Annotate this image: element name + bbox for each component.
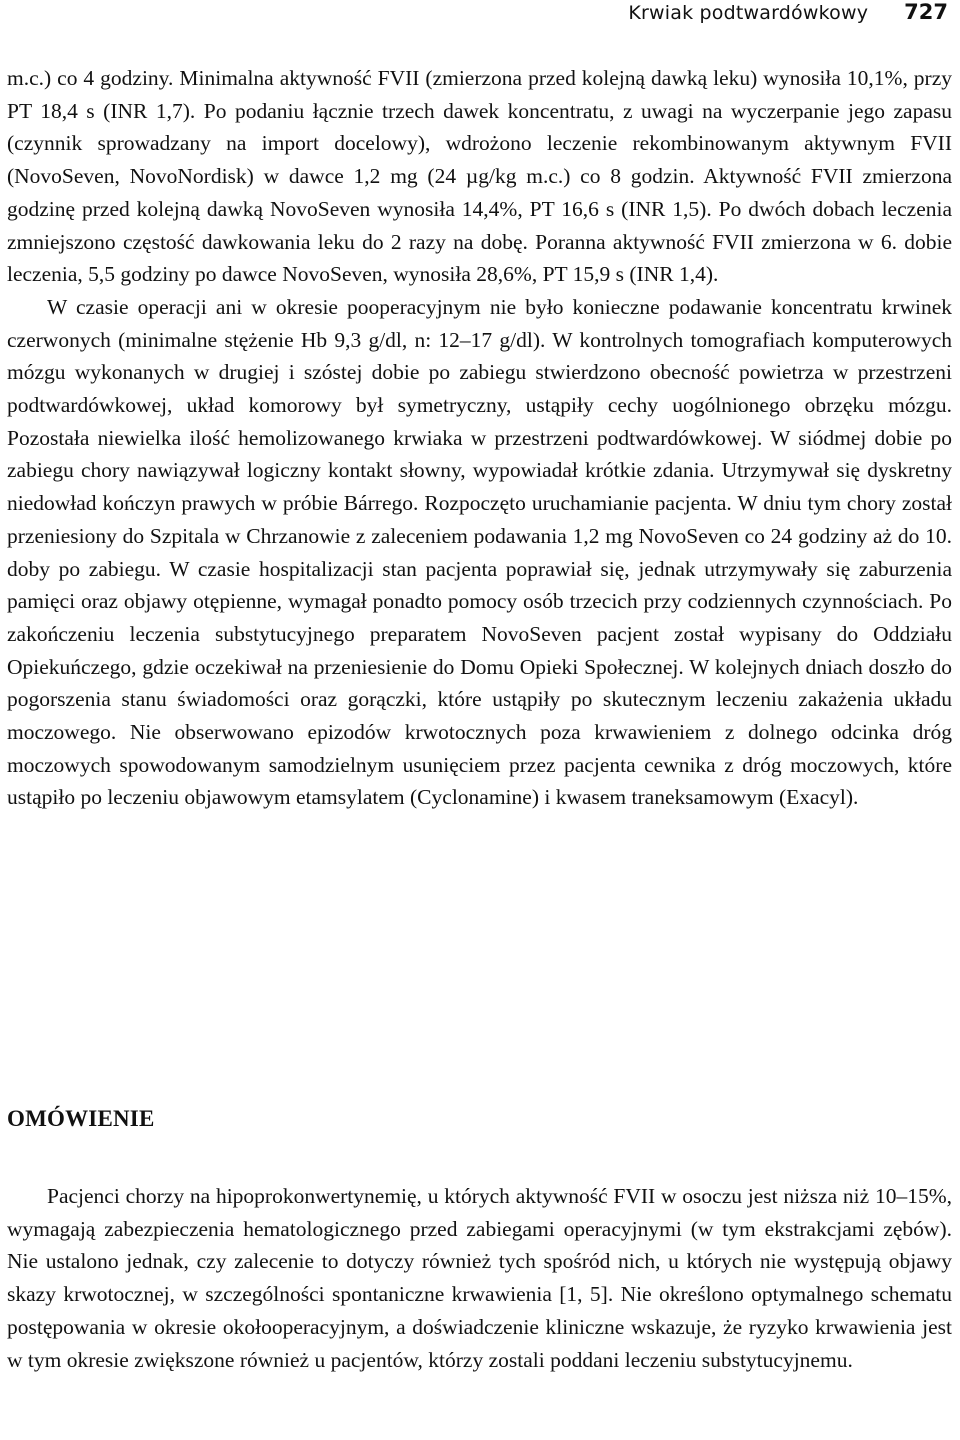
section-heading: OMÓWIENIE [7,1106,155,1131]
case-report-body [7,62,952,814]
body-paragraph-2: W czasie operacji ani w okresie pooperacyjnym nie było konieczne podawanie koncentratu krwinek czerwonych (minimalne stężenie Hb 9,3 g/dl, n: 12–17 g/dl). W kontrolnych tomografiach komputerowych mózgu wykonanych w drugiej i szóstej dobie po zabiegu stwierdzono obecność powietrza w przestrzeni podtwardówkowej, układ komorowy był symetryczny, ustąpiły cechy uogólnionego obrzęku mózgu. Pozostała niewielka ilość hemolizowanego krwiaka w przestrzeni podtwardówkowej. W siódmej dobie po zabiegu chory nawiązywał logiczny kontakt słowny, wypowiadał krótkie zdania. Utrzymywał się dyskretny niedowład kończyn prawych w próbie Bárrego. Rozpoczęto uruchamianie pacjenta. W dniu tym chory został przeniesiony do Szpitala w Chrzanowie z zaleceniem podawania 1,2 mg NovoSeven co 24 godziny aż do 10. doby po zabiegu. W czasie hospitalizacji stan pacjenta poprawiał się, jednak utrzymywały się zaburzenia pamięci oraz objawy otępienne, wymagał ponadto pomocy osób trzecich przy codziennych czynnościach. Po zakończeniu leczenia substytucyjnego preparatem NovoSeven pacjent został wypisany do Oddziału Opiekuńczego, gdzie oczekiwał na przeniesienie do Domu Opieki Społecznej. W kolejnych dniach doszło do pogorszenia stanu świadomości oraz gorączki, które ustąpiły po skutecznym leczeniu zakażenia układu moczowego. Nie obserwowano epizodów krwotocznych poza krwawieniem z dolnego odcinka dróg moczowych spowodowanym samodzielnym usunięciem przez pacjenta cewnika z dróg moczowych, które ustąpiło po leczeniu objawowym etamsylatem (Cyclonamine) i kwasem traneksamowym (Exacyl). [7,294,952,810]
body-paragraph-1: m.c.) co 4 godziny. Minimalna aktywność FVII (zmierzona przed kolejną dawką leku) wynosiła 10,1%, przy PT 18,4 s (INR 1,7). Po podaniu łącznie trzech dawek koncentratu, z uwagi na wyczerpanie jego zapasu (czynnik sprowadzany na import docelowy), wdrożono leczenie rekombinowanym aktywnym FVII (NovoSeven, NovoNordisk) w dawce 1,2 mg (24 µg/kg m.c.) co 8 godzin. Aktywność FVII zmierzona godzinę przed kolejną dawką NovoSeven wynosiła 14,4%, PT 16,6 s (INR 1,5). Po dwóch dobach leczenia zmniejszono częstość dawkowania leku do 2 razy na dobę. Poranna aktywność FVII zmierzona w 6. dobie leczenia, 5,5 godziny po dawce NovoSeven, wynosiła 28,6%, PT 15,9 s (INR 1,4). [7,66,952,287]
running-header [628,0,948,28]
running-title: Krwiak podtwardówkowy [628,2,869,24]
discussion-paragraph: Pacjenci chorzy na hipoprokonwertynemię, u których aktywność FVII w osoczu jest niższa niż 10–15%, wymagają zabezpieczenia hematologicznego przed zabiegami operacyjnymi (w tym ekstrakcjami zębów). Nie ustalono jednak, czy zalecenie to dotyczy również tych spośród nich, u których nie występują objawy skazy krwotocznej, w szczególności spontaniczne krwawienia [1, 5]. Nie określono optymalnego schematu postępowania w okresie okołooperacyjnym, a doświadczenie kliniczne wskazuje, że ryzyko krwawienia jest w tym okresie zwiększone również u pacjentów, którzy zostali poddani leczeniu substytucyjnemu. [7,1184,952,1372]
discussion-body [7,1180,952,1376]
page-number: 727 [904,0,948,24]
